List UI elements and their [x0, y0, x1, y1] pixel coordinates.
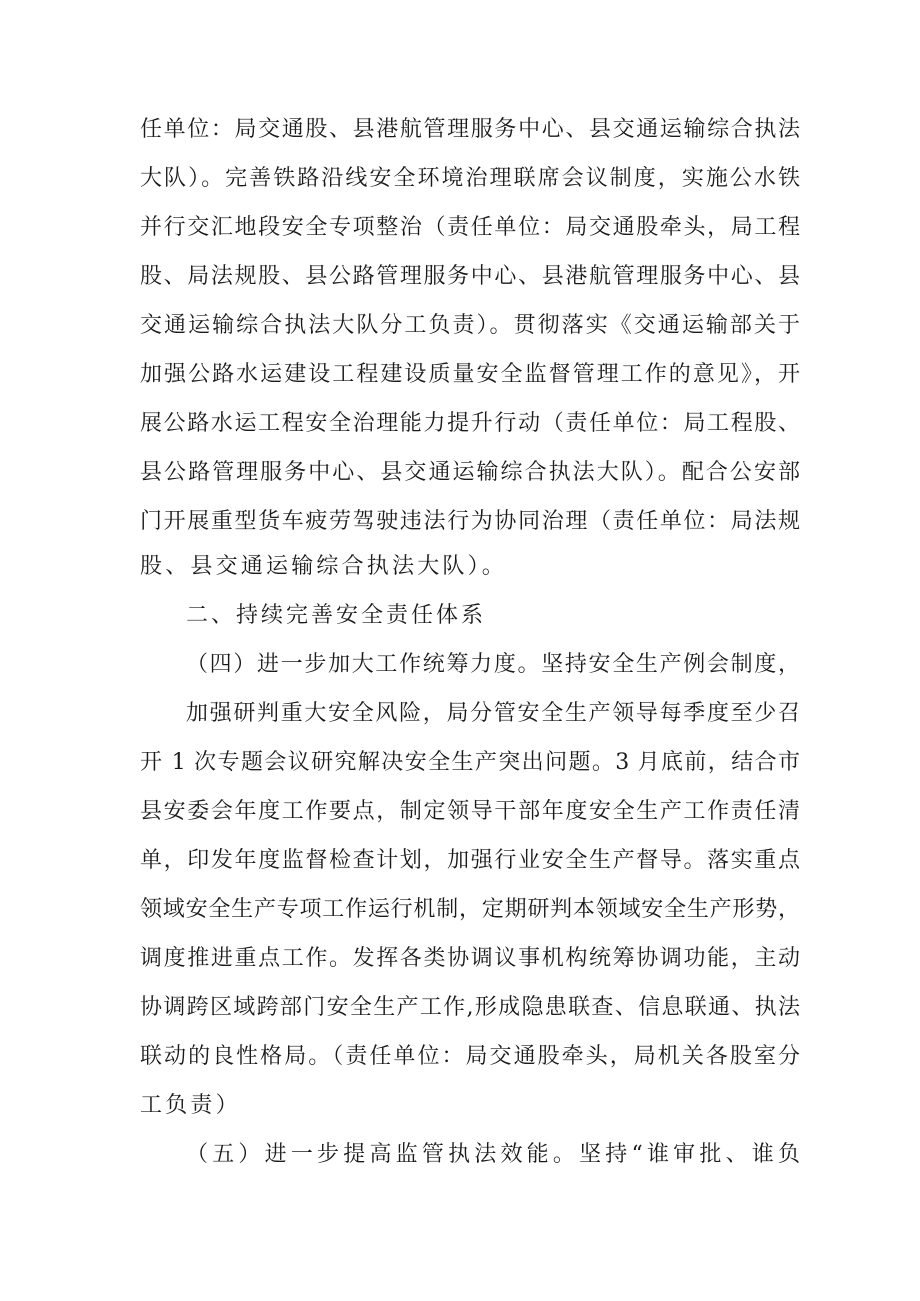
- body-text-line: 联动的良性格局。（责任单位：局交通股牵头，局机关各股室分: [140, 1044, 800, 1069]
- body-text-line: 展公路水运工程安全治理能力提升行动（责任单位：局工程股、: [140, 411, 800, 436]
- body-text-line: 并行交汇地段安全专项整治（责任单位：局交通股牵头，局工程: [140, 215, 800, 240]
- section-heading: 二、持续完善安全责任体系: [186, 603, 487, 628]
- body-text-line: 开 1 次专题会议研究解决安全生产突出问题。3 月底前，结合市: [140, 750, 800, 775]
- body-text-line: 县安委会年度工作要点，制定领导干部年度安全生产工作责任清: [140, 799, 800, 824]
- paragraph-first-line: 加强研判重大安全风险，局分管安全生产领导每季度至少召: [186, 701, 800, 726]
- body-text-line: 单，印发年度监督检查计划，加强行业安全生产督导。落实重点: [140, 848, 800, 873]
- paragraph-first-line: （五）进一步提高监管执法效能。坚持“谁审批、谁负: [186, 1142, 800, 1167]
- body-text-line: 任单位：局交通股、县港航管理服务中心、县交通运输综合执法: [140, 117, 800, 142]
- body-text-line-last: 工负责）: [140, 1093, 241, 1118]
- body-text-line-last: 股、县交通运输综合执法大队）。: [140, 554, 508, 579]
- body-text-line: 门开展重型货车疲劳驾驶违法行为协同治理（责任单位：局法规: [140, 509, 800, 534]
- body-text-line: 调度推进重点工作。发挥各类协调议事机构统筹协调功能，主动: [140, 946, 800, 971]
- body-text-line: 加强公路水运建设工程建设质量安全监督管理工作的意见》，开: [140, 362, 800, 387]
- body-text-line: 股、局法规股、县公路管理服务中心、县港航管理服务中心、县: [140, 264, 800, 289]
- body-text-line: 领域安全生产专项工作运行机制，定期研判本领域安全生产形势，: [140, 897, 800, 922]
- body-text-line: 协调跨区域跨部门安全生产工作,形成隐患联查、信息联通、执法: [140, 995, 800, 1020]
- body-text-line: 大队）。完善铁路沿线安全环境治理联席会议制度，实施公水铁: [140, 166, 800, 191]
- body-text-line: 交通运输综合执法大队分工负责）。贯彻落实《交通运输部关于: [140, 313, 800, 338]
- paragraph-first-line: （四）进一步加大工作统筹力度。坚持安全生产例会制度，: [186, 652, 800, 677]
- body-text-line: 县公路管理服务中心、县交通运输综合执法大队）。配合公安部: [140, 460, 800, 485]
